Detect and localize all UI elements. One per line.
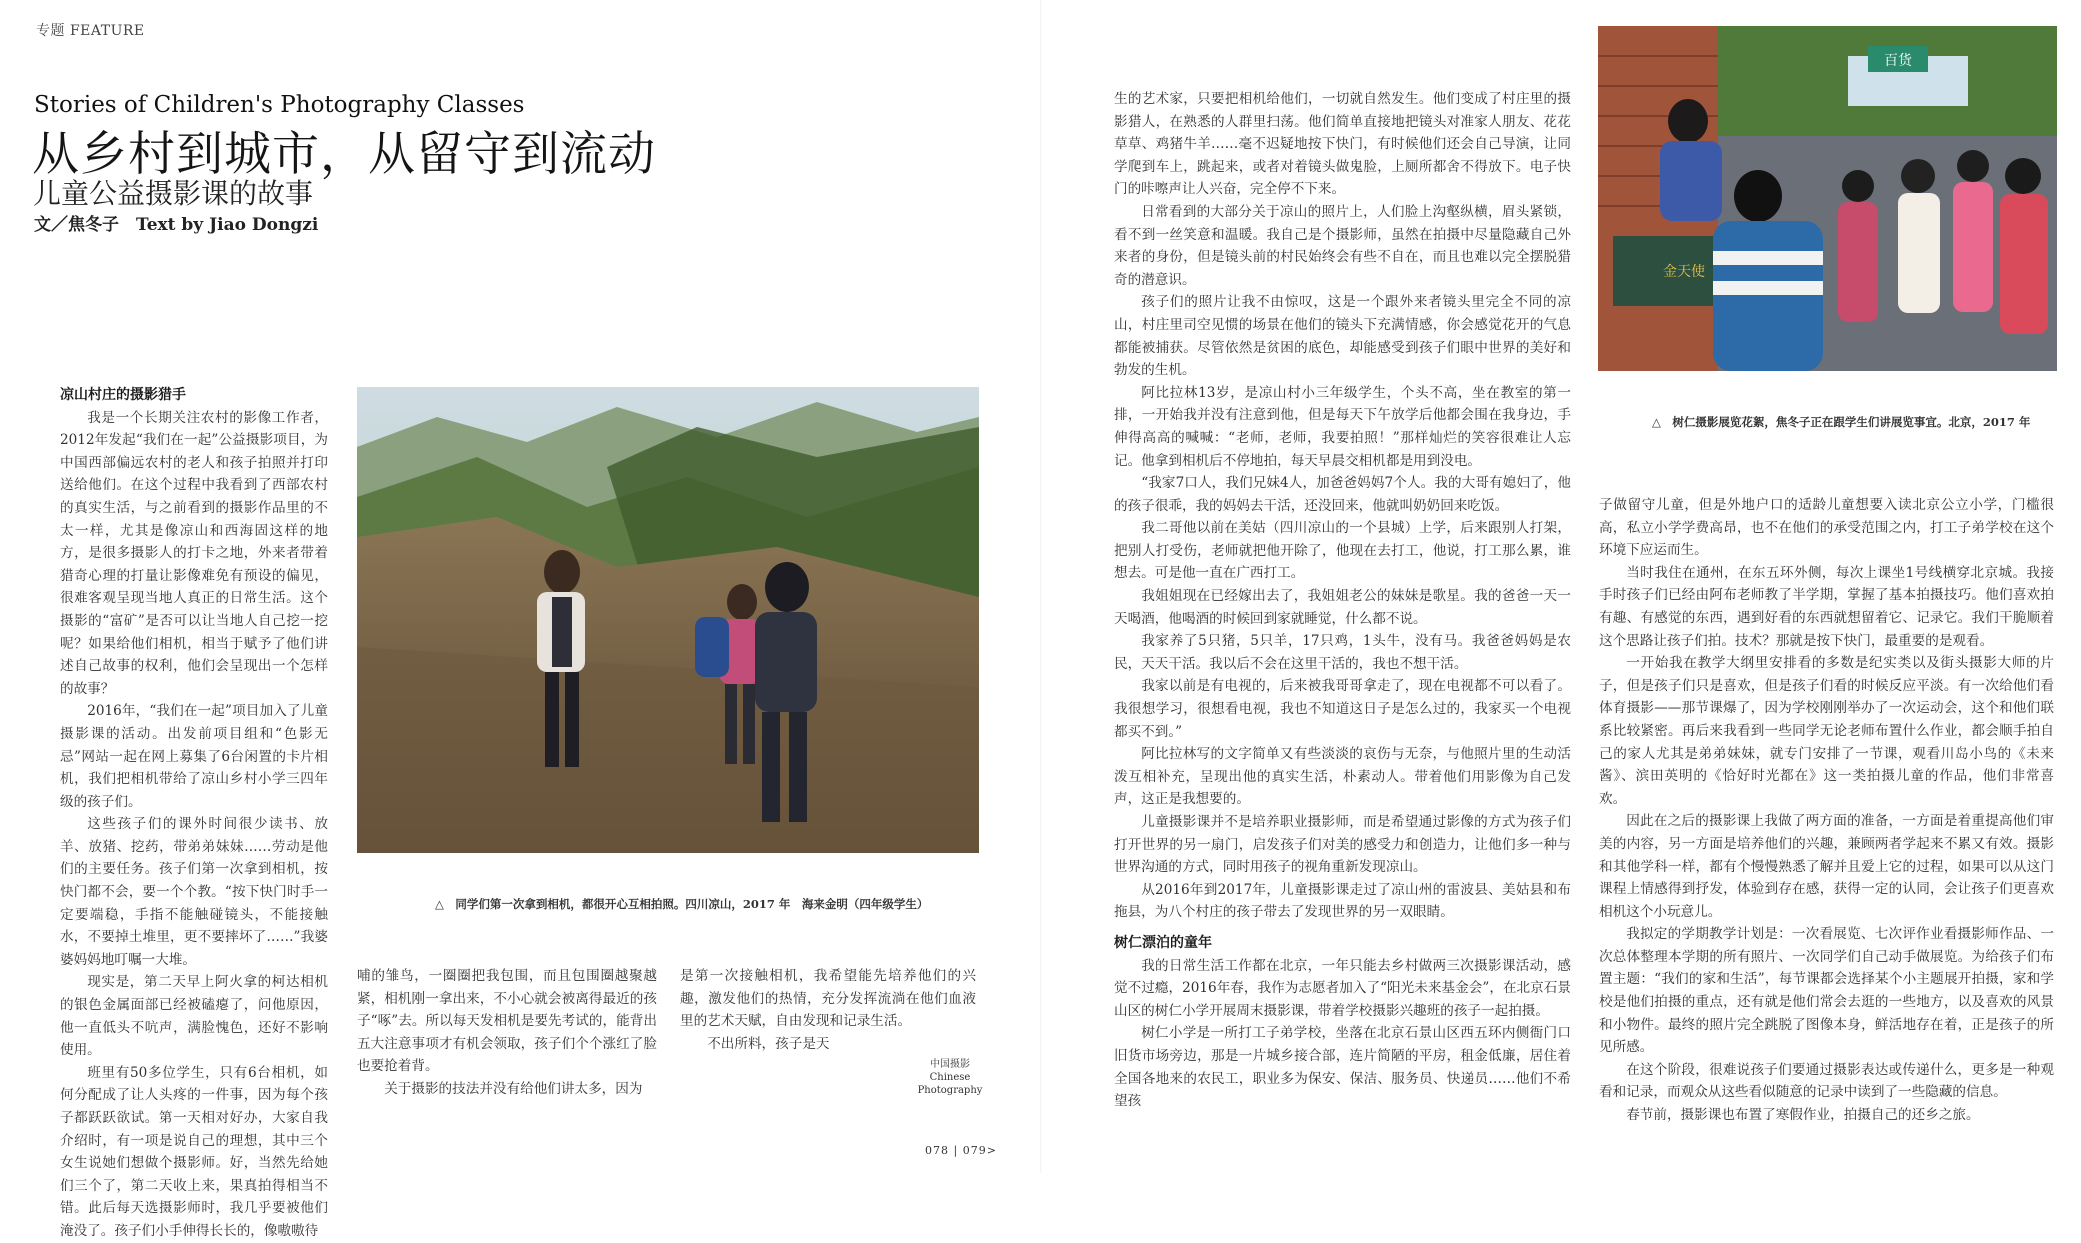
paragraph: 儿童摄影课并不是培养职业摄影师，而是希望通过影像的方式为孩子们打开世界的另一扇门，启发孩子们对美的感受力和创造力，让他们多一种与世界沟通的方式，同时用孩子的视角重新发现凉山。 <box>1114 814 1571 876</box>
paragraph: 从2016年到2017年，儿童摄影课走过了凉山州的雷波县、美姑县和布拖县，为八个村庄的孩子带去了发现世界的另一双眼睛。 <box>1114 881 1571 921</box>
paragraph: 树仁小学是一所打工子弟学校，坐落在北京石景山区西五环内侧衙门口旧货市场旁边，那是一片城乡接合部，连片简陋的平房，租金低廉，居住着全国各地来的农民工，职业多为保安、保洁、服务员、快递员……他们不希望孩 <box>1114 1025 1571 1110</box>
paragraph: 在这个阶段，很难说孩子们要通过摄影表达或传递什么，更多是一种观看和记录，而观众从这些看似随意的记录中读到了一些隐藏的信息。 <box>1599 1061 2054 1101</box>
paragraph: 这些孩子们的课外时间很少读书、放羊、放猪、挖药，带弟弟妹妹……劳动是他们的主要任务。孩子们第一次拿到相机，按快门都不会，要一个个教。“按下快门时手一定要端稳，手指不能触碰镜头，不能接触水，不要掉土堆里，更不要摔坏了……”我婆婆妈妈地叮嘱一大堆。 <box>60 816 328 968</box>
paragraph: 一开始我在教学大纲里安排看的多数是纪实类以及街头摄影大师的片子，但是孩子们只是喜欢，但是孩子们看的时候反应平淡。有一次给他们看体育摄影——那节课爆了，因为学校刚刚举办了一次运动会，这个和他们联系比较紧密。再后来我看到一些同学无论老师布置什么作业，都会顺手拍自己的家人尤其是弟弟妹妹，就专门安排了一节课，观看川岛小鸟的《未来酱》、滨田英明的《恰好时光都在》这一类拍摄儿童的作品，他们非常喜欢。 <box>1599 655 2054 807</box>
paragraph: 我姐姐现在已经嫁出去了，我姐姐老公的妹妹是歌星。我的爸爸一天一天喝酒，他喝酒的时候回到家就睡觉，什么都不说。 <box>1114 588 1571 627</box>
paragraph: 现实是，第二天早上阿火拿的柯达相机的银色金属面部已经被磕瘪了，问他原因，他一直低头不吭声，满脸愧色，还好不影响使用。 <box>60 974 328 1059</box>
paragraph: 日常看到的大部分关于凉山的照片上，人们脸上沟壑纵横，眉头紧锁，看不到一丝笑意和温暖。我自己是个摄影师，虽然在拍摄中尽量隐藏自己外来者的身份，但是镜头前的村民始终会有些不自在，而且也难以完全摆脱猎奇的潜意识。 <box>1114 203 1571 288</box>
photo-caption: △ 同学们第一次拿到相机，都很开心互相拍照。四川凉山，2017 年 海来金明（四年级学生） <box>435 897 929 911</box>
paragraph: 因此在之后的摄影课上我做了两方面的准备，一方面是着重提高他们审美的内容，另一方面是培养他们的兴趣，兼顾两者学起来不累又有效。摄影和其他学科一样，都有个慢慢熟悉了解并且爱上它的过程，如果可以从这门课程上情感得到抒发，体验到存在感，获得一定的认同，会让孩子们更喜欢相机这个小玩意儿。 <box>1599 813 2054 920</box>
section-heading-liangshan: 凉山村庄的摄影猎手 <box>60 387 186 403</box>
paragraph: 我拟定的学期教学计划是：一次看展览、七次评作业看摄影师作品、一次总体整理本学期的所有照片、一次同学们自己动手做展览。为给孩子们布置主题：“我们的家和生活”，每节课都会选择某个小主题展开拍摄，家和学校是他们拍摄的重点，还有就是他们常会去逛的一些地方，以及喜欢的风景和小物件。最终的照片完全跳脱了图像本身，鲜活地存在着，正是孩子的所见所感。 <box>1599 926 2054 1056</box>
paragraph: 阿比拉林13岁，是凉山村小三年级学生，个头不高，坐在教室的第一排，一开始我并没有注意到他，但是每天下午放学后他都会围在我身边，手伸得高高的喊喊：“老师，老师，我要拍照！”那样灿烂的笑容很难让人忘记。他拿到相机后不停地拍，每天早晨交相机都是用到没电。 <box>1114 384 1571 469</box>
magazine-brand: 中国摄影 Chinese Photography <box>917 1059 983 1096</box>
paragraph: 生的艺术家，只要把相机给他们，一切就自然发生。他们变成了村庄里的摄影猎人，在熟悉的人群里扫荡。他们简单直接地把镜头对准家人朋友、花花草草、鸡猪牛羊……毫不迟疑地按下快门，有时候他们还会自己导演，让同学爬到车上，跳起来，或者对着镜头做鬼脸，上厕所都舍不得放下。电子快门的咔嚓声让人兴奋，完全停不下来。 <box>1114 91 1571 198</box>
paragraph: 哺的雏鸟，一圈圈把我包围，而且包围圈越聚越紧，相机刚一拿出来，不小心就会被离得最近的孩子“啄”去。所以每天发相机是要先考试的，能背出五大注意事项才有机会领取，孩子们个个涨红了脸也要抢着背。 <box>357 968 657 1075</box>
article-column-4 <box>1114 88 1571 1113</box>
paragraph: “我家7口人，我们兄妹4人，加爸爸妈妈7个人。我的大哥有媳妇了，他的孩子很乖，我的妈妈去干活，还没回来，他就叫奶奶回来吃饭。 <box>1114 475 1571 514</box>
title-en: Stories of Children's Photography Classes <box>34 92 525 118</box>
paragraph: 不出所料，孩子是天 <box>707 1035 830 1052</box>
board-text: 金天使 <box>1663 264 1705 280</box>
section-heading-shuren: 树仁漂泊的童年 <box>1114 934 1212 951</box>
article-column-3 <box>680 965 976 1055</box>
paragraph: 我的日常生活工作都在北京，一年只能去乡村做两三次摄影课活动，感觉不过瘾，2016年春，我作为志愿者加入了“阳光未来基金会”，在北京石景山区的树仁小学开展周末摄影课，带着学校摄影兴趣班的孩子一起拍摄。 <box>1114 957 1571 1019</box>
photo-children-mountain <box>357 387 979 853</box>
page-gutter <box>1040 0 1042 1173</box>
photo-caption: △ 树仁摄影展览花絮，焦冬子正在跟学生们讲展览事宜。北京，2017 年 <box>1652 415 2031 429</box>
page-numbers: 078 | 079> <box>925 1144 997 1157</box>
page-title: 从乡村到城市，从留守到流动 <box>32 127 656 182</box>
paragraph: 孩子们的照片让我不由惊叹，这是一个跟外来者镜头里完全不同的凉山，村庄里司空见惯的场景在他们的镜头下充满情感，你会感觉花开的气息都能被捕获。尽管依然是贫困的底色，却能感受到孩子们眼中世界的美好和勃发的生机。 <box>1114 294 1571 379</box>
paragraph: 春节前，摄影课也布置了寒假作业，拍摄自己的还乡之旅。 <box>1626 1107 1980 1124</box>
paragraph: 2016年，“我们在一起”项目加入了儿童摄影课的活动。出发前项目组和“色影无忌”网站一起在网上募集了6台闲置的卡片相机，我们把相机带给了凉山乡村小学三四年级的孩子们。 <box>60 703 328 810</box>
paragraph: 我是一个长期关注农村的影像工作者，2012年发起“我们在一起”公益摄影项目，为中国西部偏远农村的老人和孩子拍照并打印送给他们。在这个过程中我看到了西部农村的真实生活，与之前看到的摄影作品里的不太一样，尤其是像凉山和西海固这样的地方，是很多摄影人的打卡之地，外来者带着猎奇心理的打量让影像难免有预设的偏见，很难客观呈现当地人真正的日常生活。这个摄影的“富矿”是否可以让当地人自己挖一挖呢？如果给他们相机，相当于赋予了他们讲述自己故事的权利，他们会呈现出一个怎样的故事？ <box>60 409 328 697</box>
article-column-2 <box>357 965 657 1101</box>
paragraph: 我家以前是有电视的，后来被我哥哥拿走了，现在电视都不可以看了。我很想学习，很想看电视，我也不知道这日子是怎么过的，我家买一个电视都买不到。” <box>1114 678 1571 740</box>
article-column-5 <box>1599 494 2054 1127</box>
section-label: 专题 FEATURE <box>36 23 145 39</box>
subtitle: 儿童公益摄影课的故事 <box>33 177 314 210</box>
paragraph: 子做留守儿童，但是外地户口的适龄儿童想要入读北京公立小学，门槛很高，私立小学学费高昂，也不在他们的承受范围之内，打工子弟学校在这个环境下应运而生。 <box>1599 497 2054 559</box>
shop-sign-text: 百货 <box>1884 53 1912 69</box>
paragraph: 是第一次接触相机，我希望能先培养他们的兴趣，激发他们的热情，充分发挥流淌在他们血液里的艺术天赋，自由发现和记录生活。 <box>680 968 976 1030</box>
paragraph: 阿比拉林写的文字简单又有些淡淡的哀伤与无奈，与他照片里的生动活泼互相补充，呈现出他的真实生活，朴素动人。带着他们用影像为自己发声，这正是我想要的。 <box>1114 746 1571 808</box>
photo-exhibition <box>1598 26 2057 371</box>
byline: 文／焦冬子 Text by Jiao Dongzi <box>34 215 319 235</box>
paragraph: 关于摄影的技法并没有给他们讲太多，因为 <box>384 1080 643 1097</box>
paragraph: 班里有50多位学生，只有6台相机，如何分配成了让人头疼的一件事，因为每个孩子都跃跃欲试。第一天相对好办，大家自我介绍时，有一项是说自己的理想，其中三个女生说她们想做个摄影师。好，当然先给她们三个了，第二天收上来，果真拍得相当不错。此后每天选摄影师时，我几乎要被他们淹没了。孩子们小手伸得长长的，像嗷嗷待 <box>60 1064 328 1239</box>
paragraph: 我家养了5只猪，5只羊，17只鸡，1头牛，没有马。我爸爸妈妈是农民，天天干活。我以后不会在这里干活的，我也不想干活。 <box>1114 633 1571 672</box>
paragraph: 当时我住在通州，在东五环外侧，每次上课坐1号线横穿北京城。我接手时孩子们已经由阿布老师教了半学期，掌握了基本拍摄技巧。他们喜欢拍有趣、有感觉的东西，遇到好看的东西就想留着它、记录它。我们干脆顺着这个思路让孩子们拍。技术？那就是按下快门，最重要的是观看。 <box>1599 564 2054 649</box>
article-column-1 <box>60 384 328 1243</box>
paragraph: 我二哥他以前在美姑（四川凉山的一个县城）上学，后来跟别人打架，把别人打受伤，老师就把他开除了，他现在去打工，他说，打工那么累，谁想去。可是他一直在广西打工。 <box>1114 520 1571 582</box>
